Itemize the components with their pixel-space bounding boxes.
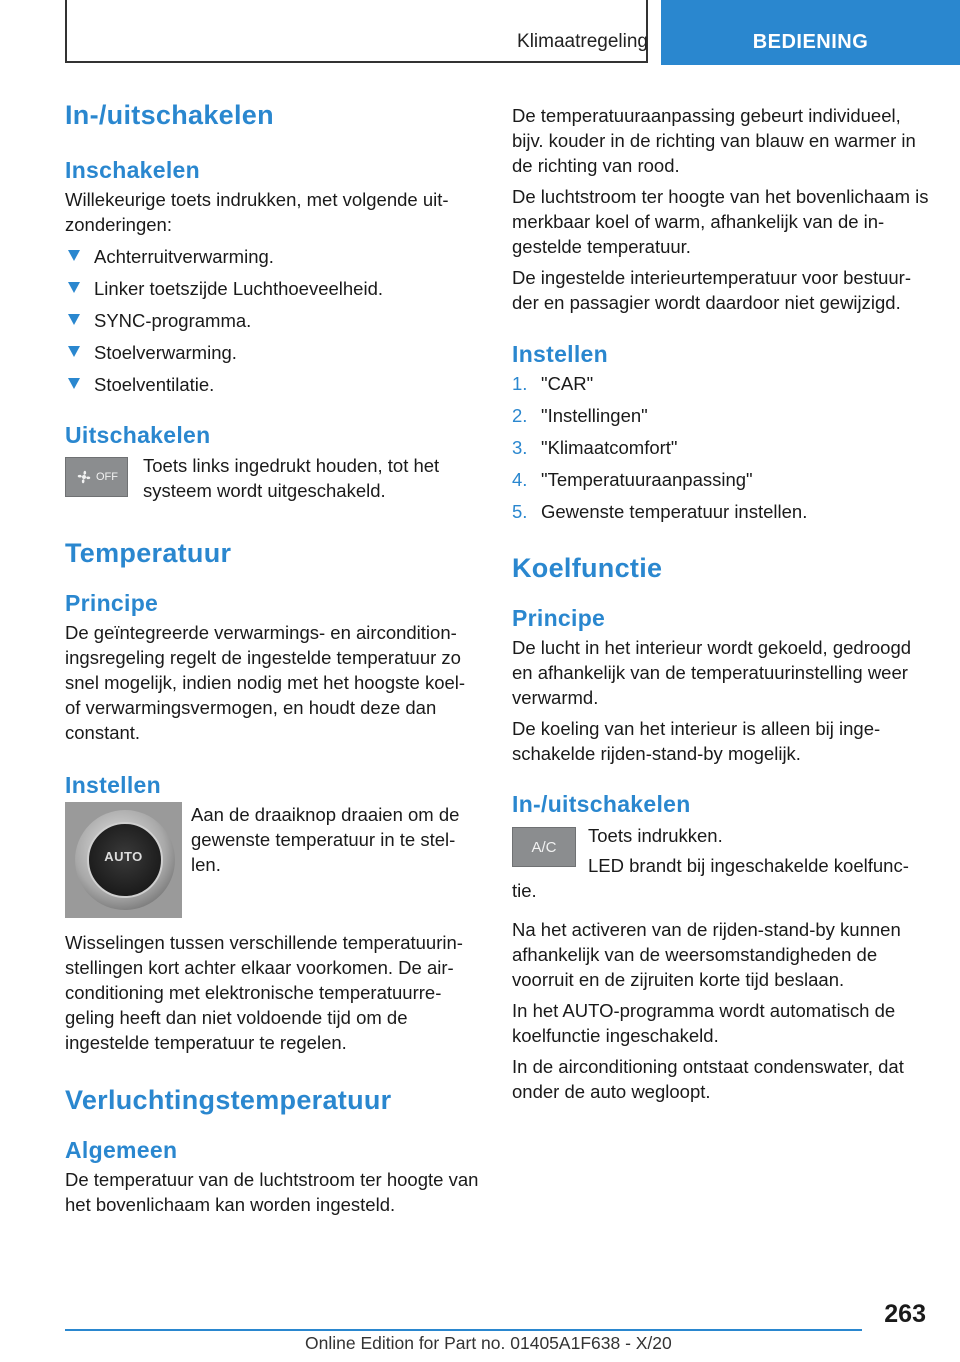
footer-edition: Online Edition for Part no. 01405A1F638 - X/20 (305, 1333, 672, 1353)
paragraph-aanpassing: De temperatuuraanpassing gebeurt individueel, bijv. kouder in de richting van blauw en warmer in de richting van rood. (512, 105, 916, 176)
ac-button-icon: A/C (512, 827, 576, 867)
off-button-figure (65, 453, 480, 503)
paragraph-inschakelen: Willekeurige toets indrukken, met volgende uit-zonderingen: (65, 189, 449, 235)
footer-rule (65, 1329, 862, 1331)
triangle-bullet-icon (68, 346, 80, 357)
heading-temperatuur: Temperatuur (65, 538, 232, 568)
heading-instellen: Instellen (512, 341, 609, 367)
list-item: Linker toetszijde Luchthoeveelheid. (65, 276, 480, 301)
heading-instellen: Instellen (65, 772, 162, 798)
heading-inschakelen: Inschakelen (65, 157, 200, 183)
heading-in-uitschakelen: In-/uitschakelen (512, 791, 691, 817)
page-number: 263 (884, 1300, 926, 1328)
list-item: 2. "Instellingen" (512, 405, 648, 426)
paragraph-na-activeren: Na het activeren van de rijden-stand-by kunnen afhankelijk van de weersomstandigheden de voorruit en de zijruiten korte tijd beslaan. (512, 919, 901, 990)
heading-in-uitschakelen: In-/uitschakelen (65, 100, 274, 130)
list-item: 3. "Klimaatcomfort" (512, 437, 678, 458)
paragraph-algemeen: De temperatuur van de luchtstroom ter hoogte van het bovenlichaam kan worden ingesteld. (65, 1169, 479, 1215)
list-item: Stoelverwarming. (65, 340, 480, 365)
triangle-bullet-icon (68, 378, 80, 389)
heading-principe: Principe (65, 590, 159, 616)
list-item: SYNC-programma. (65, 308, 480, 333)
paragraph-luchtstroom: De luchtstroom ter hoogte van het bovenlichaam is merkbaar koel of warm, afhankelijk van de in-gestelde temperatuur. (512, 186, 929, 257)
list-item: 4. "Temperatuuraanpassing" (512, 469, 753, 490)
header-tab-label: BEDIENING (752, 31, 869, 53)
header-tab (661, 0, 960, 65)
header-section-title: Klimaatregeling (517, 31, 648, 52)
list-item: Stoelventilatie. (65, 372, 480, 397)
heading-koelfunctie: Koelfunctie (512, 553, 663, 583)
paragraph-principe: De geïntegreerde verwarmings- en aircondition-ingsregeling regelt de ingestelde temperatuur zo snel mogelijk, indien nodig met het hoogste koel- of verwarmingsvermogen, en houdt deze dan constant. (65, 622, 466, 743)
triangle-bullet-icon (68, 314, 80, 325)
heading-verluchtingstemperatuur: Verluchtingstemperatuur (65, 1085, 392, 1115)
list-item: 1. "CAR" (512, 373, 594, 394)
paragraph-principe-2: De koeling van het interieur is alleen bij inge-schakelde rijden-stand-by mogelijk. (512, 718, 881, 764)
paragraph-wisselingen: Wisselingen tussen verschillende temperatuurin-stellingen kort achter elkaar voorkomen. De air-conditioning met elektronische temperatuurre-geling heeft dan niet voldoende tijd om de ingestelde temperatuur te regelen. (65, 932, 463, 1053)
list-item: Achterruitverwarming. (65, 244, 480, 269)
fan-icon (75, 468, 93, 486)
triangle-bullet-icon (68, 282, 80, 293)
heading-principe: Principe (512, 605, 606, 631)
bullet-list (65, 244, 480, 397)
knob-figure (65, 802, 480, 918)
paragraph-auto-programma: In het AUTO-programma wordt automatisch de koelfunctie ingeschakeld. (512, 1000, 896, 1046)
temperature-knob-image: AUTO (65, 802, 182, 918)
heading-uitschakelen: Uitschakelen (65, 422, 211, 448)
paragraph-interieurtemperatuur: De ingestelde interieurtemperatuur voor bestuur-der en passagier wordt daardoor niet gewijzigd. (512, 267, 911, 313)
right-column (512, 98, 932, 1104)
paragraph-instellen: Aan de draaiknop draaien om de gewenste temperatuur in te stel-len. (191, 804, 460, 875)
paragraph-condenswater: In de airconditioning ontstaat condenswater, dat onder de auto wegloopt. (512, 1056, 904, 1102)
paragraph-toets: Toets indrukken. (588, 825, 723, 846)
paragraph-uitschakelen: Toets links ingedrukt houden, tot het systeem wordt uitgeschakeld. (143, 455, 440, 501)
fan-off-button-icon: OFF (65, 457, 128, 497)
paragraph-principe-1: De lucht in het interieur wordt gekoeld, gedroogd en afhankelijk van de temperatuurinstelling weer verwarmd. (512, 637, 912, 708)
list-item: 5. Gewenste temperatuur instellen. (512, 501, 808, 522)
triangle-bullet-icon (68, 250, 80, 261)
numbered-list (512, 371, 932, 524)
heading-algemeen: Algemeen (65, 1137, 178, 1163)
paragraph-led: LED brandt bij ingeschakelde koelfunc-tie. (512, 855, 909, 901)
left-column (65, 98, 480, 1217)
